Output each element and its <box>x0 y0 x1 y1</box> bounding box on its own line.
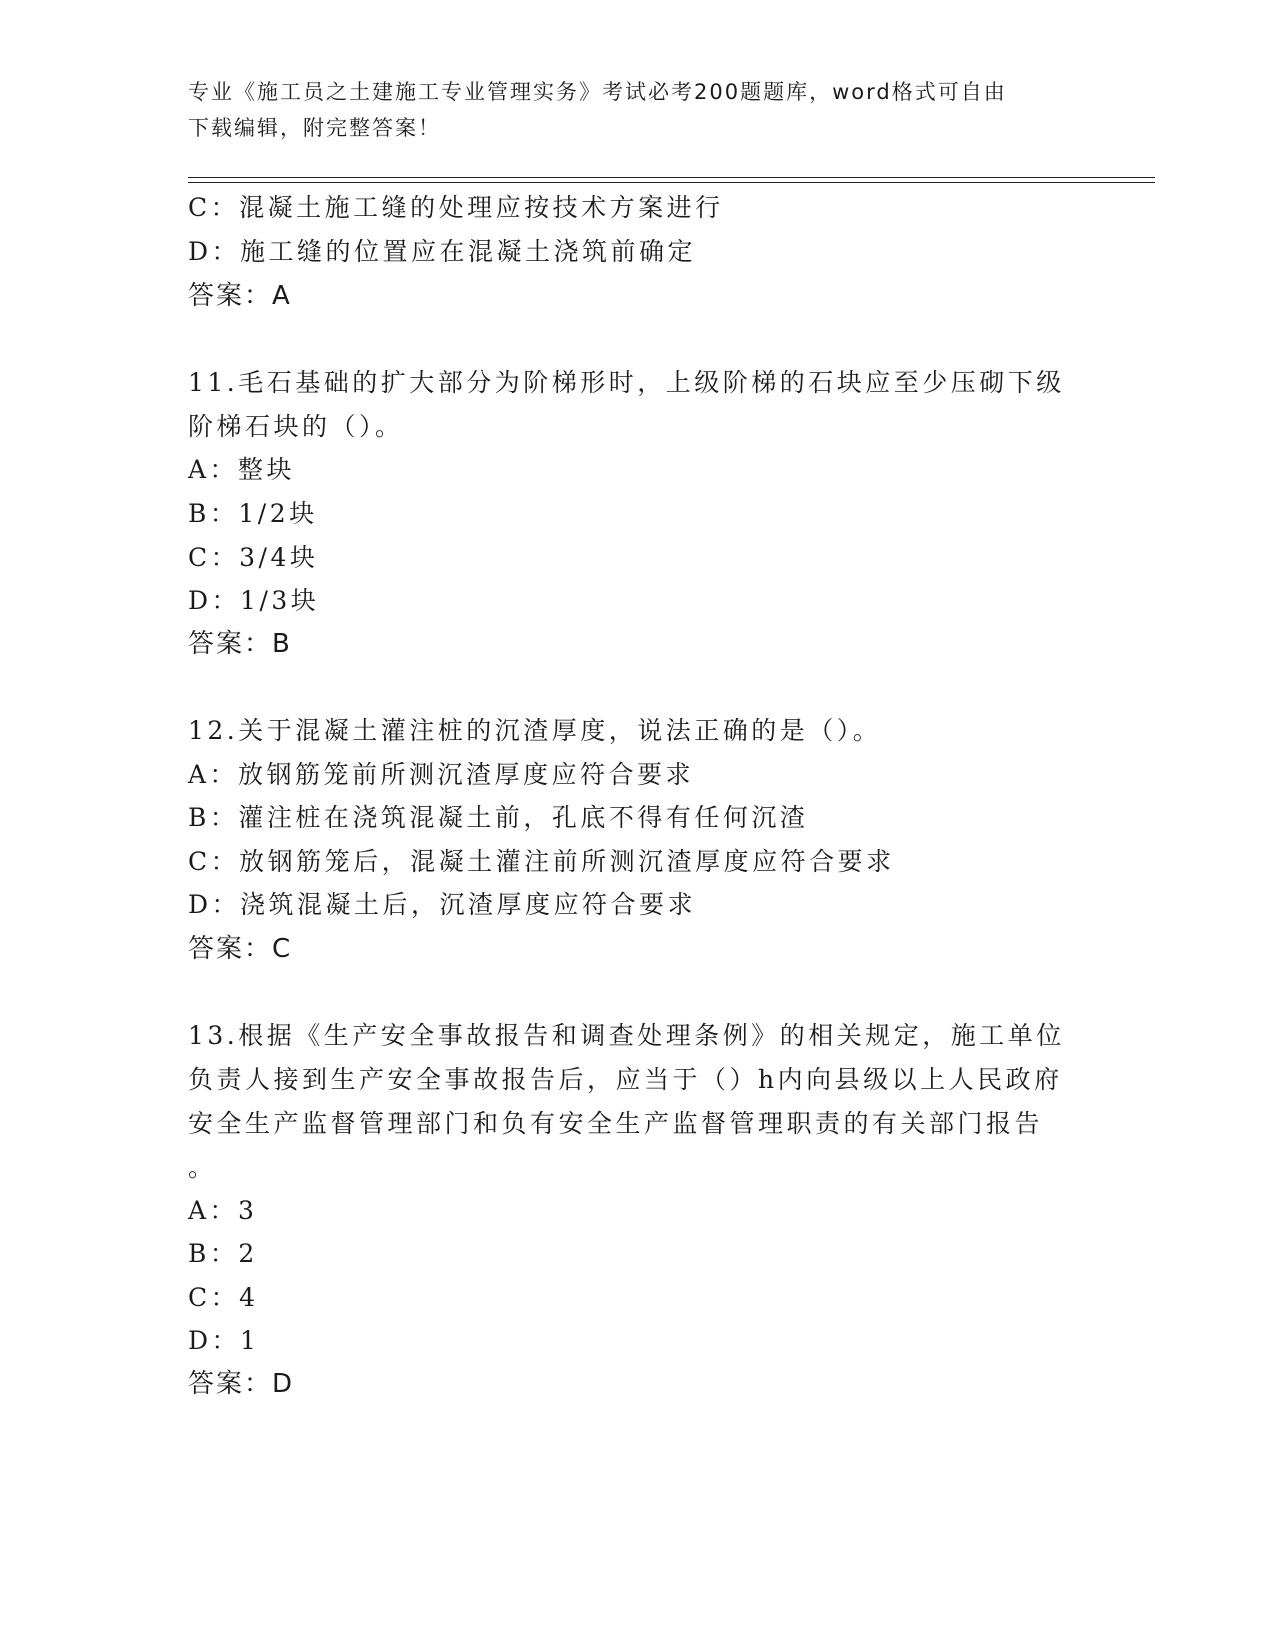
q13-option-b: B：2 <box>188 1239 258 1268</box>
header-divider-bottom <box>188 182 1155 183</box>
q13-stem-line-4: 。 <box>188 1153 217 1182</box>
q11-option-a: A：整块 <box>188 455 296 484</box>
q12-option-a: A：放钢筋笼前所测沉渣厚度应符合要求 <box>188 760 695 789</box>
q13-stem-line-2: 负责人接到生产安全事故报告后，应当于（）h内向县级以上人民政府 <box>188 1065 1063 1094</box>
q11-stem-line-1: 11.毛石基础的扩大部分为阶梯形时，上级阶梯的石块应至少压砌下级 <box>188 368 1065 397</box>
q11-option-d: D：1/3块 <box>188 586 320 615</box>
q12-option-d: D：浇筑混凝土后，沉渣厚度应符合要求 <box>188 890 697 919</box>
prev-option-d: D：施工缝的位置应在混凝土浇筑前确定 <box>188 237 697 266</box>
q13-stem-line-1: 13.根据《生产安全事故报告和调查处理条例》的相关规定，施工单位 <box>188 1021 1065 1050</box>
q13-stem-line-3: 安全生产监督管理部门和负有安全生产监督管理职责的有关部门报告 <box>188 1109 1044 1138</box>
q11-option-c: C：3/4块 <box>188 543 319 572</box>
q11-answer: 答案：B <box>188 629 292 659</box>
q12-option-b: B：灌注桩在浇筑混凝土前，孔底不得有任何沉渣 <box>188 803 809 832</box>
header-line-2: 下载编辑，附完整答案！ <box>188 116 441 140</box>
q11-stem-line-2: 阶梯石块的（）。 <box>188 412 404 441</box>
q12-option-c: C：放钢筋笼后，混凝土灌注前所测沉渣厚度应符合要求 <box>188 847 895 876</box>
q13-option-d: D：1 <box>188 1326 260 1355</box>
prev-answer: 答案：A <box>188 281 292 311</box>
q12-answer: 答案：C <box>188 934 293 964</box>
q13-answer: 答案：D <box>188 1369 295 1399</box>
document-header <box>188 74 1068 146</box>
q13-option-c: C：4 <box>188 1283 259 1312</box>
header-line-1: 专业《施工员之土建施工专业管理实务》考试必考200题题库，word格式可自由 <box>188 80 1007 104</box>
q11-option-b: B：1/2块 <box>188 499 318 528</box>
prev-option-c: C：混凝土施工缝的处理应按技术方案进行 <box>188 193 724 222</box>
header-divider-top <box>188 177 1155 178</box>
q12-stem-line-1: 12.关于混凝土灌注桩的沉渣厚度，说法正确的是（）。 <box>188 716 882 745</box>
q13-option-a: A：3 <box>188 1196 258 1225</box>
